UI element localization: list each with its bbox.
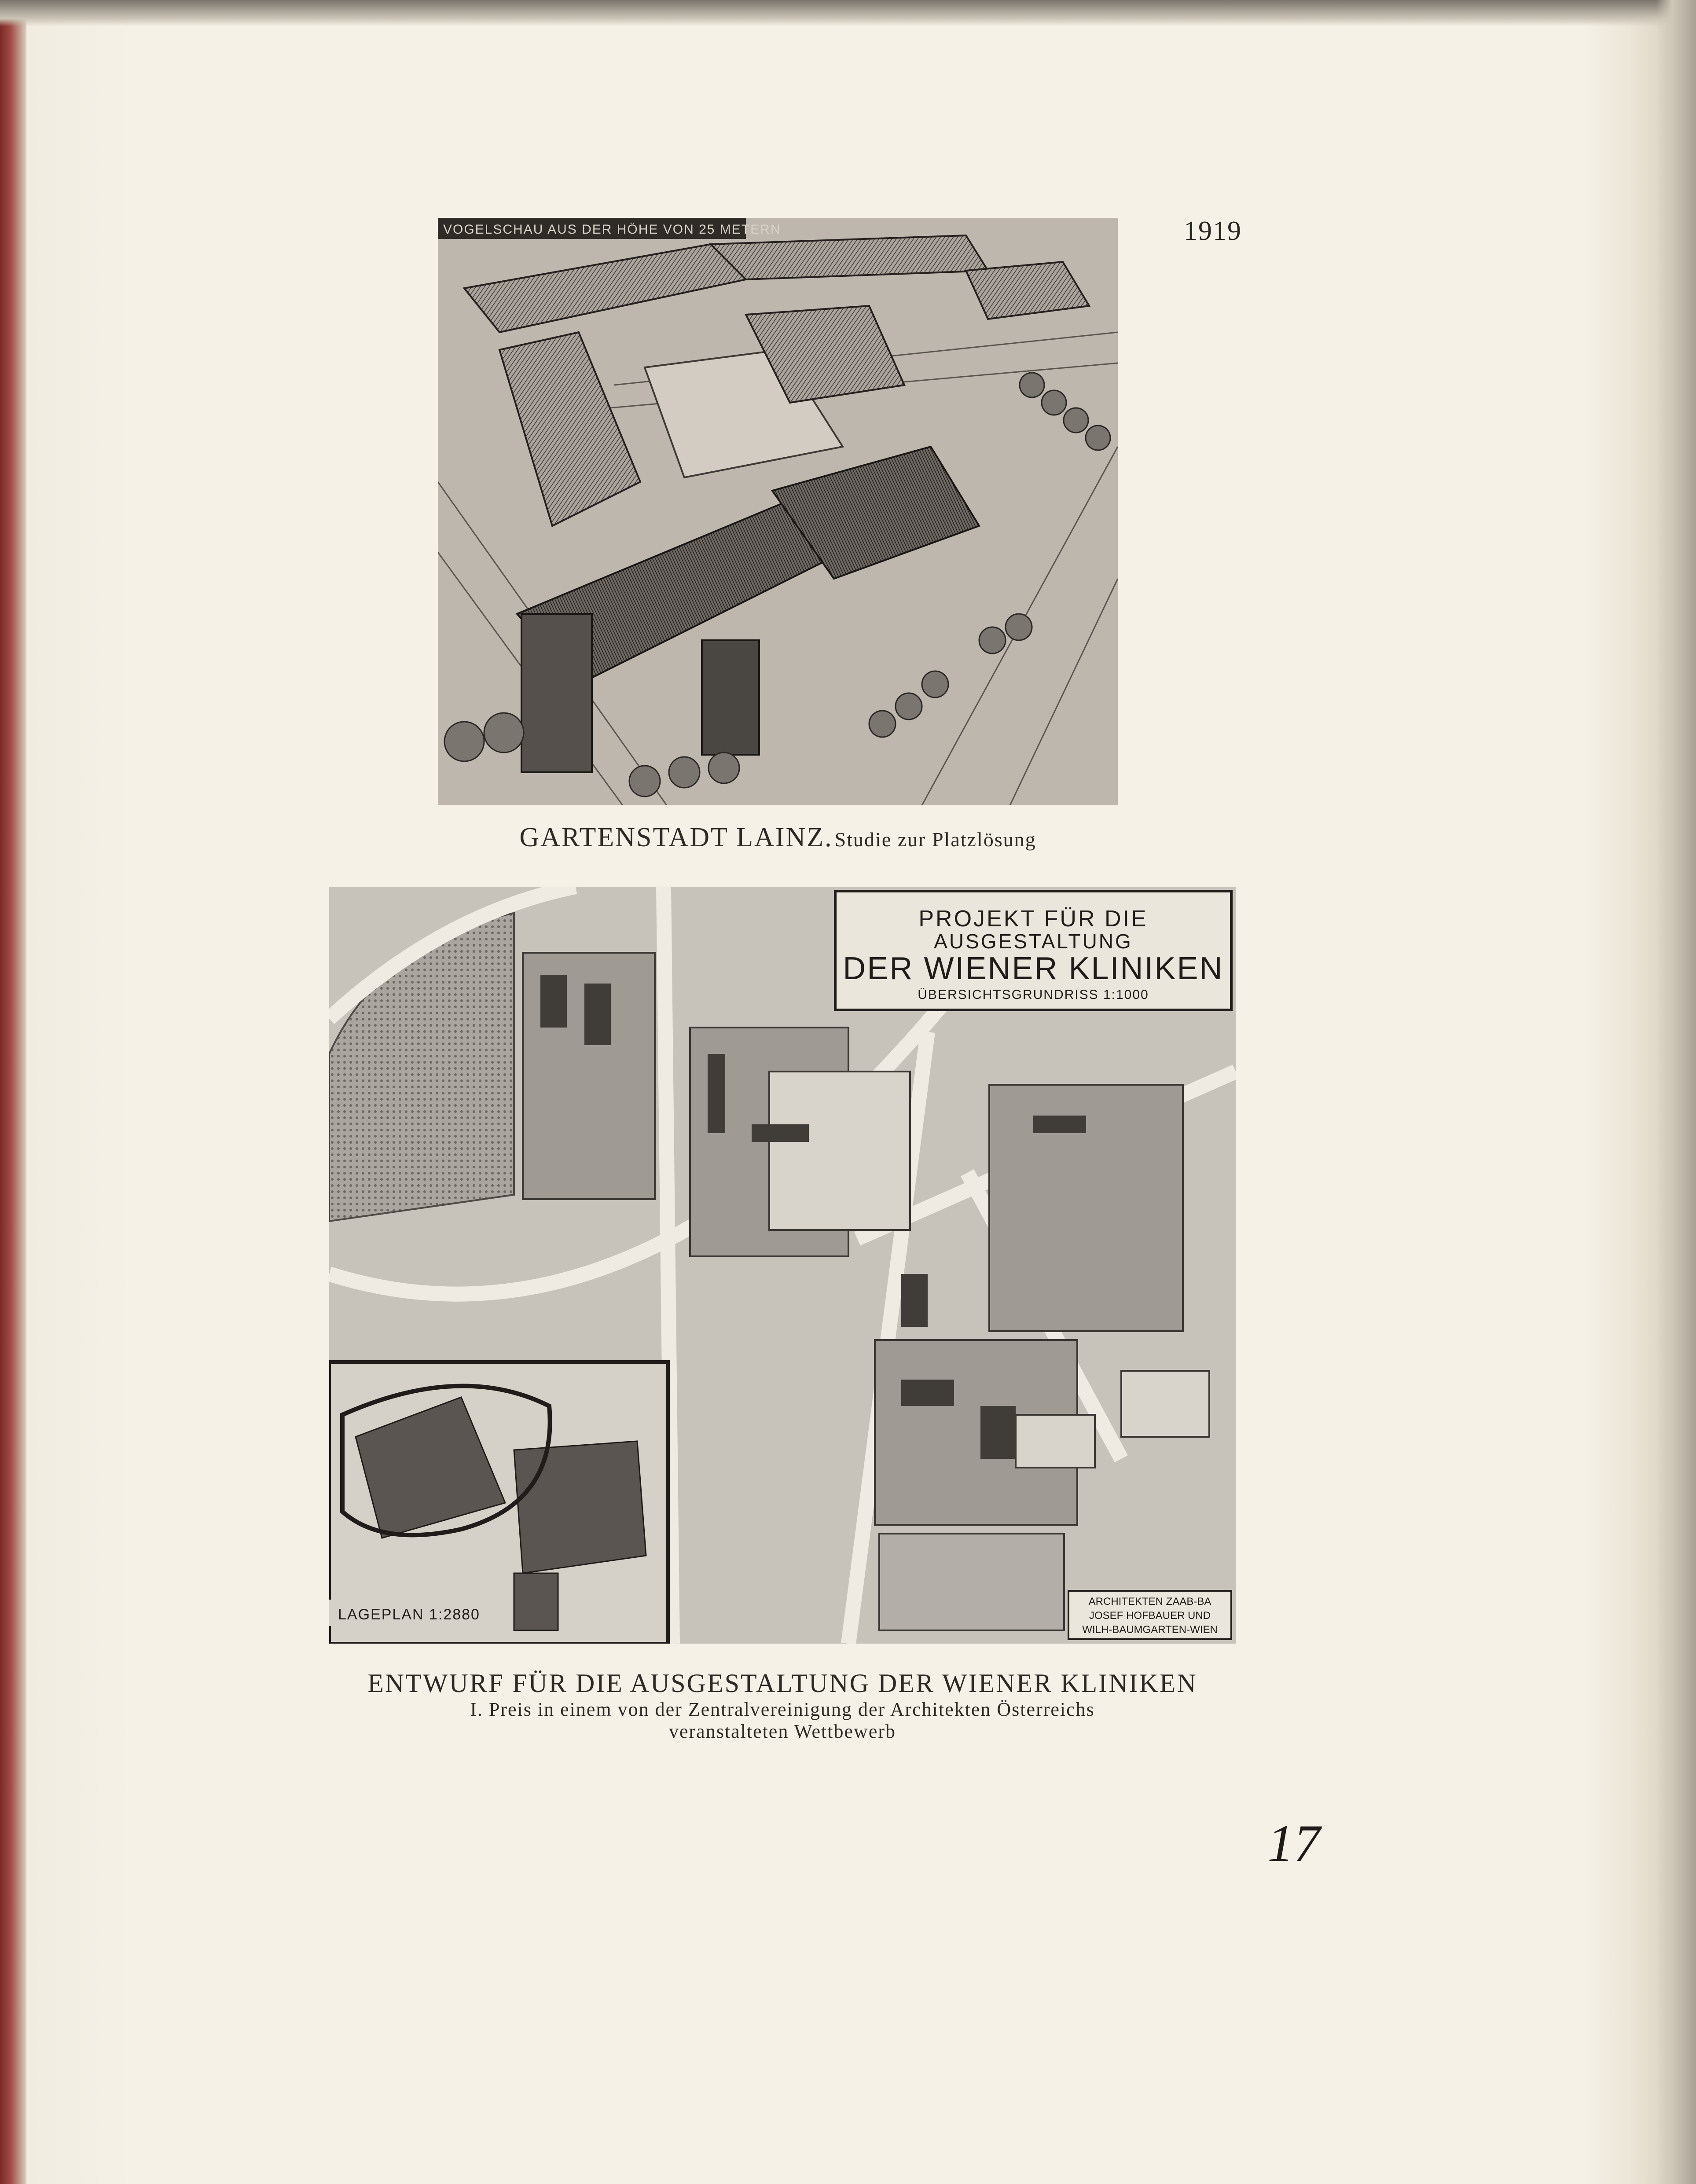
figure-top-caption-title: GARTENSTADT LAINZ.	[519, 822, 833, 852]
figure-bottom-caption-title: ENTWURF FÜR DIE AUSGESTALTUNG DER WIENER KLINIKEN	[367, 1669, 1197, 1698]
site-plan-figure	[329, 887, 1236, 1644]
page-right-edge	[1656, 0, 1696, 2184]
plan-title-line1: PROJEKT FÜR DIE	[918, 906, 1148, 932]
book-spine-edge	[0, 0, 26, 2184]
plan-title-line4: ÜBERSICHTSGRUNDRISS 1:1000	[918, 987, 1149, 1002]
architects-line3: WILH-BAUMGARTEN-WIEN	[1082, 1624, 1218, 1636]
site-plan-image	[329, 887, 1236, 1644]
page-top-shadow	[0, 0, 1696, 26]
plan-title-line3: DER WIENER KLINIKEN	[843, 951, 1224, 986]
aerial-drawing-figure	[438, 218, 1118, 805]
figure-bottom-caption-line2: veranstalteten Wettbewerb	[669, 1721, 896, 1742]
plan-title-line2: AUSGESTALTUNG	[934, 930, 1133, 953]
drawing-header-text: VOGELSCHAU AUS DER HÖHE VON 25 METERN	[443, 222, 781, 237]
inset-label: LAGEPLAN 1:2880	[338, 1606, 480, 1623]
figure-bottom-caption-line1: I. Preis in einem von der Zentralvereinigung der Architekten Österreichs	[470, 1699, 1095, 1720]
year-label: 1919	[1184, 216, 1242, 246]
figure-top-caption	[438, 822, 1118, 853]
figure-bottom-caption	[329, 1668, 1236, 1743]
page-number: 17	[1267, 1814, 1320, 1872]
aerial-drawing-image	[438, 218, 1118, 805]
architects-line1: ARCHITEKTEN ZAAB-BA	[1088, 1596, 1211, 1608]
architects-line2: JOSEF HOFBAUER UND	[1089, 1610, 1211, 1622]
figure-top-caption-subtitle: Studie zur Platzlösung	[834, 828, 1036, 851]
